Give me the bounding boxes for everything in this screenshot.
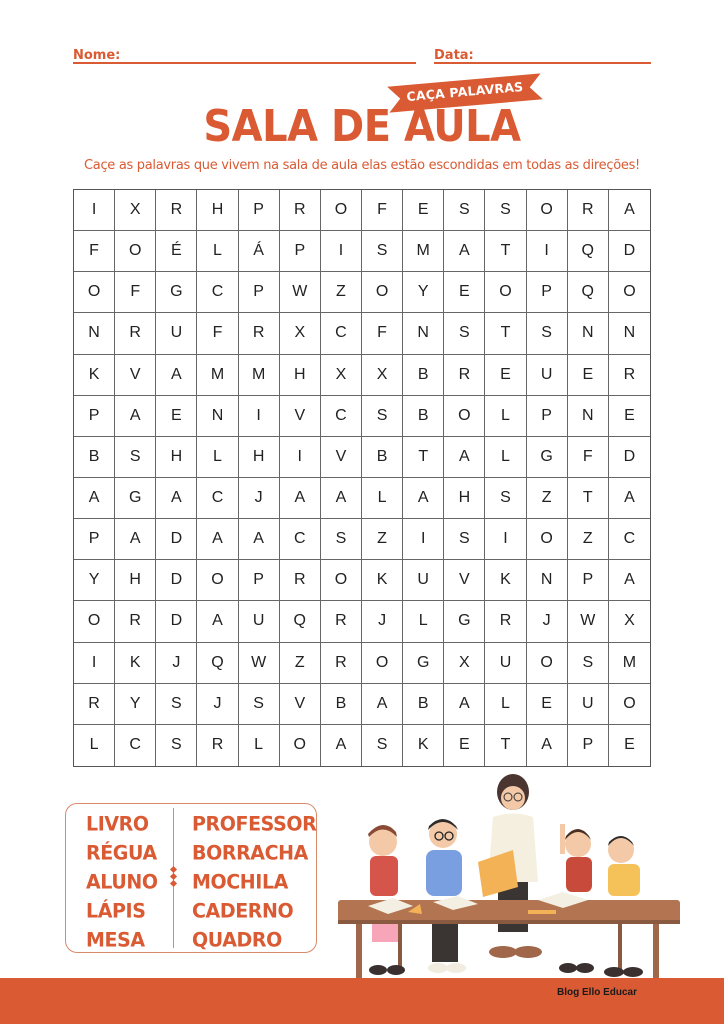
grid-cell[interactable]: K: [403, 725, 444, 766]
grid-cell[interactable]: D: [609, 231, 650, 272]
grid-cell[interactable]: P: [568, 560, 609, 601]
grid-cell[interactable]: I: [239, 396, 280, 437]
grid-cell[interactable]: S: [485, 190, 526, 231]
grid-cell[interactable]: Z: [321, 272, 362, 313]
grid-cell[interactable]: D: [156, 560, 197, 601]
grid-cell[interactable]: U: [485, 643, 526, 684]
grid-cell[interactable]: A: [115, 396, 156, 437]
grid-cell[interactable]: R: [321, 643, 362, 684]
grid-cell[interactable]: E: [624, 736, 635, 754]
grid-cell[interactable]: R: [197, 725, 238, 766]
grid-cell[interactable]: F: [74, 231, 115, 272]
grid-cell[interactable]: E: [609, 396, 650, 437]
grid-cell[interactable]: O: [444, 396, 485, 437]
grid-cell[interactable]: X: [609, 601, 650, 642]
grid-cell[interactable]: L: [197, 437, 238, 478]
grid-cell[interactable]: P: [527, 396, 568, 437]
grid-cell[interactable]: A: [609, 190, 650, 231]
grid-cell[interactable]: O: [280, 725, 321, 766]
grid-cell[interactable]: E: [568, 355, 609, 396]
grid-cell[interactable]: Z: [568, 519, 609, 560]
grid-cell[interactable]: A: [74, 478, 115, 519]
grid-cell[interactable]: M: [403, 231, 444, 272]
word-list-item: LÁPIS: [86, 899, 146, 923]
grid-cell[interactable]: L: [197, 231, 238, 272]
grid-cell[interactable]: Q: [280, 601, 321, 642]
grid-cell[interactable]: O: [527, 190, 568, 231]
grid-cell[interactable]: P: [527, 272, 568, 313]
grid-cell[interactable]: Y: [115, 684, 156, 725]
grid-cell[interactable]: K: [362, 560, 403, 601]
grid-cell[interactable]: F: [362, 190, 403, 231]
grid-cell[interactable]: E: [156, 396, 197, 437]
grid-cell[interactable]: R: [444, 355, 485, 396]
teacher-figure: [478, 774, 542, 958]
grid-cell[interactable]: S: [568, 643, 609, 684]
grid-cell[interactable]: C: [197, 272, 238, 313]
grid-cell[interactable]: R: [485, 601, 526, 642]
grid-cell[interactable]: O: [362, 643, 403, 684]
grid-cell[interactable]: B: [74, 437, 115, 478]
grid-cell[interactable]: G: [527, 437, 568, 478]
classroom-illustration: [338, 772, 680, 1004]
grid-cell[interactable]: R: [609, 355, 650, 396]
grid-cell[interactable]: U: [527, 355, 568, 396]
grid-cell[interactable]: X: [362, 355, 403, 396]
grid-cell[interactable]: H: [156, 437, 197, 478]
grid-cell[interactable]: L: [362, 478, 403, 519]
grid-cell[interactable]: A: [156, 355, 197, 396]
grid-cell[interactable]: R: [115, 313, 156, 354]
grid-cell[interactable]: U: [239, 601, 280, 642]
grid-cell[interactable]: N: [197, 396, 238, 437]
grid-cell[interactable]: E: [444, 725, 485, 766]
grid-cell[interactable]: P: [568, 725, 609, 766]
grid-cell[interactable]: L: [485, 396, 526, 437]
grid-cell[interactable]: V: [444, 560, 485, 601]
grid-cell[interactable]: Á: [239, 231, 280, 272]
grid-cell[interactable]: U: [156, 313, 197, 354]
name-field[interactable]: [73, 44, 416, 64]
word-list-item: CADERNO: [192, 899, 294, 923]
grid-cell[interactable]: O: [485, 272, 526, 313]
grid-cell[interactable]: O: [609, 684, 650, 725]
grid-cell[interactable]: A: [115, 519, 156, 560]
grid-cell[interactable]: R: [115, 601, 156, 642]
grid-cell[interactable]: U: [403, 560, 444, 601]
word-list-item: ALUNO: [86, 870, 158, 894]
grid-cell[interactable]: X: [115, 190, 156, 231]
grid-cell[interactable]: L: [403, 601, 444, 642]
grid-cell[interactable]: N: [568, 396, 609, 437]
grid-cell[interactable]: H: [197, 190, 238, 231]
grid-cell[interactable]: I: [485, 519, 526, 560]
grid-cell[interactable]: O: [527, 519, 568, 560]
word-list-left: [86, 810, 158, 955]
word-list-item: MOCHILA: [192, 870, 288, 894]
grid-cell[interactable]: O: [321, 560, 362, 601]
grid-cell[interactable]: A: [362, 684, 403, 725]
grid-cell[interactable]: P: [239, 560, 280, 601]
grid-cell[interactable]: O: [74, 601, 115, 642]
grid-cell[interactable]: B: [403, 396, 444, 437]
grid-cell[interactable]: J: [239, 478, 280, 519]
grid-cell[interactable]: C: [115, 725, 156, 766]
banner-label: CAÇA PALAVRAS: [405, 78, 524, 105]
grid-cell[interactable]: T: [403, 437, 444, 478]
grid-cell[interactable]: F: [362, 313, 403, 354]
grid-cell[interactable]: I: [321, 231, 362, 272]
grid-cell[interactable]: H: [115, 560, 156, 601]
date-field[interactable]: [434, 44, 651, 64]
grid-cell[interactable]: F: [197, 313, 238, 354]
grid-cell[interactable]: D: [156, 519, 197, 560]
grid-cell[interactable]: O: [609, 272, 650, 313]
grid-cell[interactable]: F: [568, 437, 609, 478]
grid-cell[interactable]: E: [444, 272, 485, 313]
grid-cell[interactable]: U: [568, 684, 609, 725]
word-list-item: LIVRO: [86, 812, 149, 836]
grid-cell[interactable]: A: [527, 725, 568, 766]
grid-cell[interactable]: Z: [280, 643, 321, 684]
grid-cell[interactable]: V: [115, 355, 156, 396]
grid-cell[interactable]: B: [403, 684, 444, 725]
grid-cell[interactable]: S: [444, 313, 485, 354]
grid-cell[interactable]: A: [197, 519, 238, 560]
grid-cell[interactable]: A: [321, 725, 362, 766]
grid-cell[interactable]: D: [156, 601, 197, 642]
grid-cell[interactable]: H: [239, 437, 280, 478]
grid-cell[interactable]: A: [609, 560, 650, 601]
grid-cell[interactable]: R: [321, 601, 362, 642]
grid-cell[interactable]: M: [609, 643, 650, 684]
grid-cell[interactable]: L: [485, 684, 526, 725]
grid-cell[interactable]: A: [197, 601, 238, 642]
grid-cell[interactable]: D: [609, 437, 650, 478]
word-list-item: QUADRO: [192, 928, 282, 952]
grid-cell[interactable]: A: [444, 231, 485, 272]
grid-cell[interactable]: I: [280, 437, 321, 478]
date-label: Data:: [434, 48, 474, 63]
grid-cell[interactable]: E: [485, 355, 526, 396]
grid-cell[interactable]: C: [321, 396, 362, 437]
grid-cell[interactable]: O: [362, 272, 403, 313]
grid-cell[interactable]: O: [321, 190, 362, 231]
grid-cell[interactable]: S: [444, 519, 485, 560]
grid-cell[interactable]: S: [362, 725, 403, 766]
grid-cell[interactable]: N: [568, 313, 609, 354]
grid-cell[interactable]: T: [485, 313, 526, 354]
grid-cell[interactable]: Q: [568, 231, 609, 272]
word-list-box: [65, 803, 317, 953]
grid-cell[interactable]: N: [403, 313, 444, 354]
grid-cell[interactable]: R: [280, 560, 321, 601]
grid-cell[interactable]: A: [444, 437, 485, 478]
grid-cell[interactable]: C: [197, 478, 238, 519]
grid-cell[interactable]: T: [568, 478, 609, 519]
grid-cell[interactable]: I: [403, 519, 444, 560]
grid-cell[interactable]: M: [197, 355, 238, 396]
grid-cell[interactable]: I: [74, 190, 115, 231]
grid-cell[interactable]: X: [444, 643, 485, 684]
grid-cell[interactable]: W: [280, 272, 321, 313]
grid-cell[interactable]: G: [444, 601, 485, 642]
grid-cell[interactable]: A: [321, 478, 362, 519]
grid-cell[interactable]: L: [239, 725, 280, 766]
grid-cell[interactable]: W: [239, 643, 280, 684]
grid-cell[interactable]: H: [444, 478, 485, 519]
grid-cell[interactable]: T: [485, 725, 526, 766]
grid-cell[interactable]: G: [156, 272, 197, 313]
grid-cell[interactable]: M: [239, 355, 280, 396]
grid-cell[interactable]: E: [527, 684, 568, 725]
grid-cell[interactable]: A: [156, 478, 197, 519]
grid-cell[interactable]: L: [74, 725, 115, 766]
grid-cell[interactable]: R: [74, 684, 115, 725]
word-list-item: BORRACHA: [192, 841, 308, 865]
grid-cell[interactable]: O: [74, 272, 115, 313]
grid-cell[interactable]: I: [527, 231, 568, 272]
grid-cell[interactable]: O: [527, 643, 568, 684]
grid-cell[interactable]: E: [403, 190, 444, 231]
grid-cell[interactable]: É: [156, 231, 197, 272]
grid-cell[interactable]: A: [609, 478, 650, 519]
grid-cell[interactable]: Z: [527, 478, 568, 519]
grid-cell[interactable]: N: [74, 313, 115, 354]
grid-cell[interactable]: R: [156, 190, 197, 231]
grid-cell[interactable]: P: [280, 231, 321, 272]
divider-ornament-icon: [170, 868, 177, 889]
grid-cell[interactable]: O: [115, 231, 156, 272]
word-list-item: PROFESSOR: [192, 812, 317, 836]
instructions: Caçe as palavras que vivem na sala de aula elas estão escondidas em todas as direções!: [84, 158, 640, 173]
grid-cell[interactable]: C: [280, 519, 321, 560]
grid-cell[interactable]: S: [321, 519, 362, 560]
grid-cell[interactable]: V: [280, 684, 321, 725]
grid-cell[interactable]: S: [485, 478, 526, 519]
word-list-right: [192, 810, 316, 955]
grid-cell[interactable]: S: [444, 190, 485, 231]
grid-cell[interactable]: L: [485, 437, 526, 478]
grid-cell[interactable]: T: [485, 231, 526, 272]
grid-cell[interactable]: S: [362, 396, 403, 437]
grid-cell[interactable]: Y: [74, 560, 115, 601]
word-list-item: MESA: [86, 928, 145, 952]
grid-cell[interactable]: S: [527, 313, 568, 354]
grid-cell[interactable]: S: [239, 684, 280, 725]
grid-cell[interactable]: X: [321, 355, 362, 396]
grid-cell[interactable]: Y: [403, 272, 444, 313]
grid-cell[interactable]: X: [280, 313, 321, 354]
grid-cell[interactable]: V: [321, 437, 362, 478]
grid-cell[interactable]: S: [115, 437, 156, 478]
grid-cell[interactable]: O: [197, 560, 238, 601]
grid-cell[interactable]: Q: [568, 272, 609, 313]
grid-cell[interactable]: J: [527, 601, 568, 642]
grid-cell[interactable]: K: [74, 355, 115, 396]
grid-cell[interactable]: P: [74, 519, 115, 560]
footer-bar: [0, 978, 724, 1024]
grid-cell[interactable]: P: [239, 272, 280, 313]
grid-cell[interactable]: J: [362, 601, 403, 642]
grid-cell[interactable]: H: [280, 355, 321, 396]
grid-cell[interactable]: A: [403, 478, 444, 519]
grid-cell[interactable]: K: [115, 643, 156, 684]
grid-cell[interactable]: S: [156, 684, 197, 725]
grid-cell[interactable]: R: [239, 313, 280, 354]
name-label: Nome:: [73, 48, 121, 63]
grid-cell[interactable]: B: [403, 355, 444, 396]
grid-cell[interactable]: P: [74, 396, 115, 437]
word-search-grid[interactable]: [73, 189, 651, 767]
footer-credit: Blog Ello Educar: [557, 987, 638, 998]
grid-cell[interactable]: A: [239, 519, 280, 560]
grid-cell[interactable]: Z: [362, 519, 403, 560]
grid-cell[interactable]: I: [74, 643, 115, 684]
grid-cell[interactable]: A: [444, 684, 485, 725]
grid-cell[interactable]: F: [115, 272, 156, 313]
grid-cell[interactable]: J: [197, 684, 238, 725]
grid-cell[interactable]: W: [568, 601, 609, 642]
grid-cell[interactable]: V: [280, 396, 321, 437]
grid-cell[interactable]: B: [321, 684, 362, 725]
word-list-item: RÉGUA: [86, 841, 157, 865]
student-boy-glasses: [426, 819, 466, 973]
grid-cell[interactable]: J: [156, 643, 197, 684]
grid-cell[interactable]: A: [280, 478, 321, 519]
grid-cell[interactable]: S: [156, 725, 197, 766]
grid-cell[interactable]: B: [362, 437, 403, 478]
grid-cell[interactable]: C: [609, 519, 650, 560]
grid-cell[interactable]: N: [527, 560, 568, 601]
grid-cell[interactable]: G: [403, 643, 444, 684]
grid-cell[interactable]: C: [321, 313, 362, 354]
grid-cell[interactable]: S: [362, 231, 403, 272]
grid-cell[interactable]: Q: [197, 643, 238, 684]
grid-cell[interactable]: N: [609, 313, 650, 354]
grid-cell[interactable]: G: [115, 478, 156, 519]
grid-cell[interactable]: K: [485, 560, 526, 601]
grid-cell[interactable]: R: [568, 190, 609, 231]
grid-cell[interactable]: P: [239, 190, 280, 231]
grid-cell[interactable]: R: [280, 190, 321, 231]
page-title: SALA DE AULA: [203, 102, 521, 152]
